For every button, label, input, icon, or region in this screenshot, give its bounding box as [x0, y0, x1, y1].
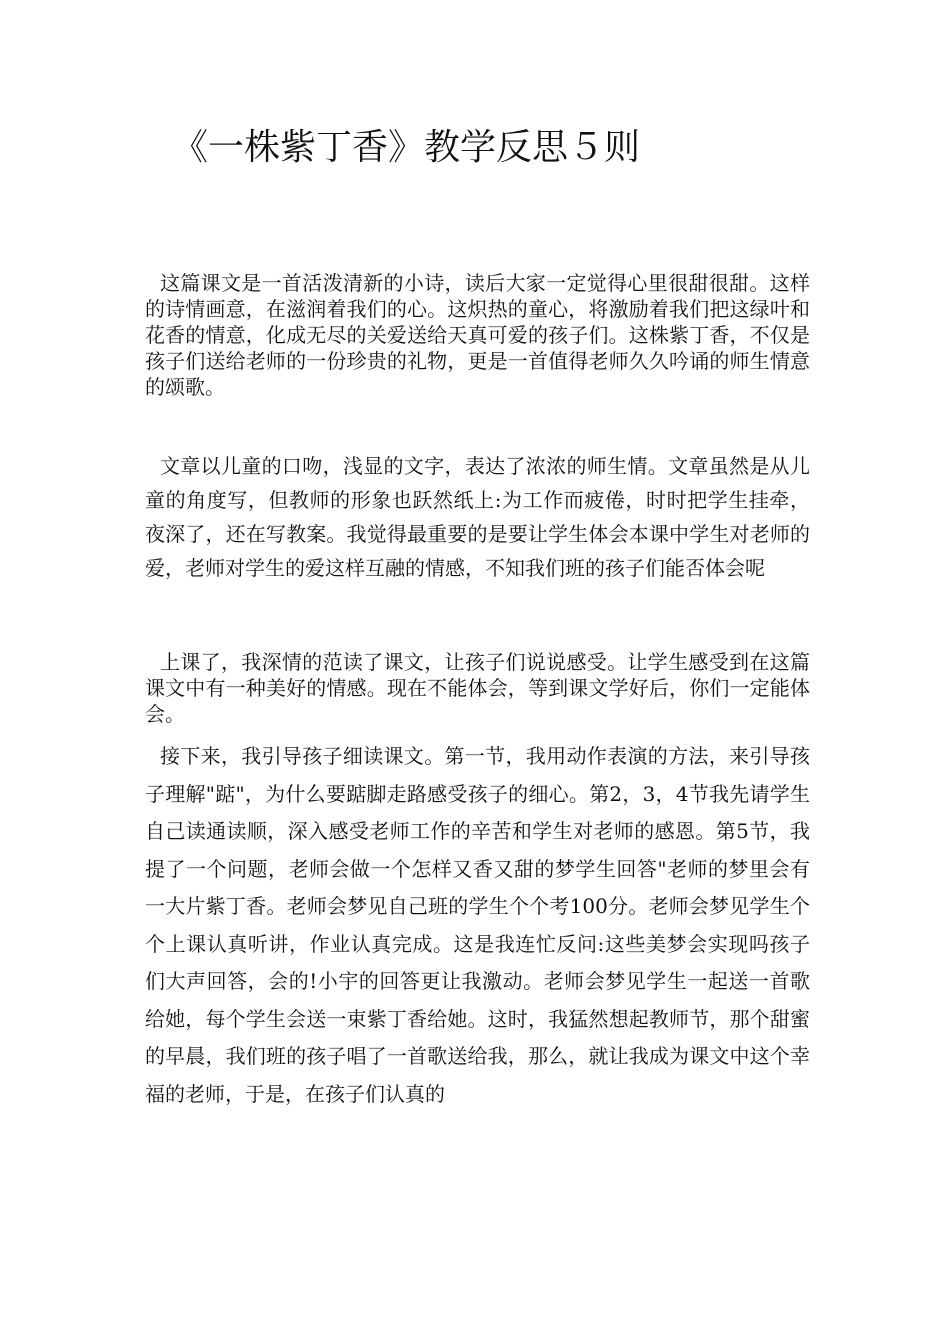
paragraph-4: 接下来，我引导孩子细读课文。第一节，我用动作表演的方法，来引导孩子理解"踮"，为什么要踮脚走路感受孩子的细心。第2，3，4节我先请学生自己读通读顺，深入感受老师工作的辛苦和学生对老师的感恩。第5节，我提了一个问题，老师会做一个怎样又香又甜的梦学生回答"老师的梦里会有一大片紫丁香。老师会梦见自己班的学生个个考100分。老师会梦见学生个个上课认真听讲，作业认真完成。这是我连忙反问:这些美梦会实现吗孩子们大声回答，会的!小宇的回答更让我激动。老师会梦见学生一起送一首歌给她，每个学生会送一束紫丁香给她。这时，我猛然想起教师节，那个甜蜜的早晨，我们班的孩子唱了一首歌送给我，那么，就让我成为课文中这个幸福的老师，于是，在孩子们认真的	[145, 744, 810, 1106]
document-title: 《一株紫丁香》教学反思５则	[172, 127, 641, 168]
paragraph-3: 上课了，我深情的范读了课文，让孩子们说说感受。让学生感受到在这篇课文中有一种美好的情感。现在不能体会，等到课文学好后，你们一定能体会。	[145, 650, 810, 726]
paragraph-2: 文章以儿童的口吻，浅显的文字，表达了浓浓的师生情。文章虽然是从儿童的角度写，但教师的形象也跃然纸上:为工作而疲倦，时时把学生挂牵，夜深了，还在写教案。我觉得最重要的是要让学生体会本课中学生对老师的爱，老师对学生的爱这样互融的情感，不知我们班的孩子们能否体会呢	[145, 454, 810, 580]
paragraph-1: 这篇课文是一首活泼清新的小诗，读后大家一定觉得心里很甜很甜。这样的诗情画意，在滋润着我们的心。这炽热的童心，将激励着我们把这绿叶和花香的情意，化成无尽的关爱送给天真可爱的孩子们。这株紫丁香，不仅是孩子们送给老师的一份珍贵的礼物，更是一首值得老师久久吟诵的师生情意的颂歌。	[145, 271, 810, 399]
